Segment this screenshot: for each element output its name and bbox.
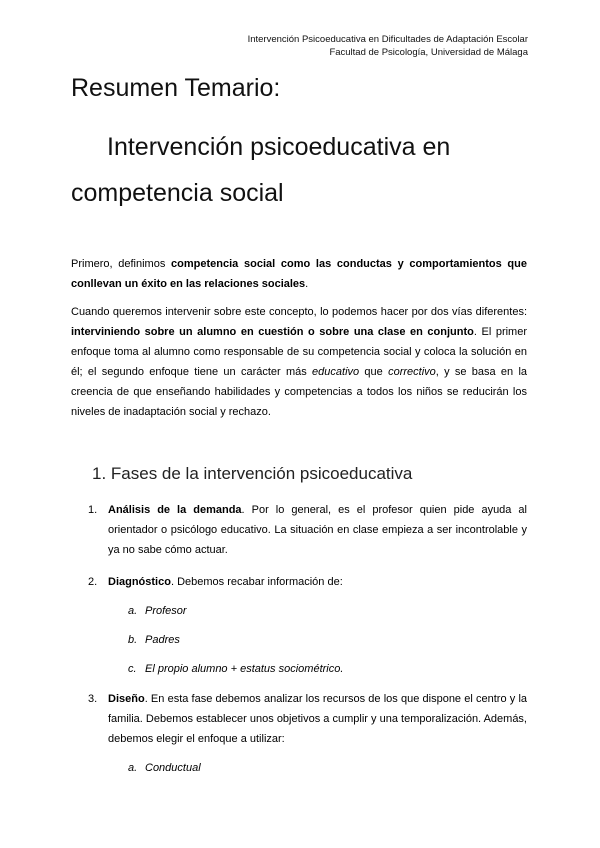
sub-item (108, 659, 527, 679)
sub-item (108, 601, 527, 621)
sub-list (108, 601, 527, 679)
sub-text: Conductual (145, 762, 201, 774)
paragraph-approaches (71, 302, 527, 422)
paragraph-italic: educativo (312, 366, 360, 378)
phase-item (71, 500, 527, 560)
phase-text: . Por lo general, es el profesor quien pide ayuda al orientador o psicólogo educativo. La situación en clase empieza a ser incontrolable y ya no sabe cómo actuar. (108, 504, 527, 556)
phase-item (71, 572, 527, 679)
sub-text: Padres (145, 634, 180, 646)
sub-list (108, 758, 527, 778)
phase-text: . Debemos recabar información de: (170, 576, 343, 588)
sub-text: El propio alumno + estatus sociométrico. (145, 663, 344, 675)
phase-item (71, 689, 527, 778)
paragraph-bold: interviniendo sobre un alumno en cuestión o sobre una clase en conjunto (71, 326, 474, 338)
sub-item (108, 630, 527, 650)
paragraph-text: . (305, 278, 309, 290)
sub-text: Profesor (145, 605, 187, 617)
section-heading: 1. Fases de la intervención psicoeducativa (92, 464, 413, 483)
phase-number: 3. (88, 693, 98, 705)
header-faculty: Facultad de Psicología, Universidad de Málaga (329, 47, 528, 58)
document-subtitle: Intervención psicoeducativa en competencia social (71, 133, 451, 207)
phase-number: 2. (88, 576, 98, 588)
sub-letter: c. (128, 663, 137, 675)
sub-letter: a. (128, 762, 138, 774)
page-header (248, 33, 528, 59)
document-title: Resumen Temario: (71, 74, 281, 102)
phase-title: Diagnóstico (108, 576, 171, 588)
paragraph-text: que (359, 366, 389, 378)
sub-letter: b. (128, 634, 138, 646)
phase-number: 1. (88, 504, 98, 516)
paragraph-text: Primero, definimos (71, 258, 172, 270)
header-course-title: Intervención Psicoeducativa en Dificultades de Adaptación Escolar (247, 34, 528, 45)
paragraph-text: . El primer enfoque toma al alumno como responsable de su competencia social y coloca la solución en él; el segundo enfoque tiene un carácter más (71, 326, 527, 378)
phases-list (71, 500, 527, 778)
paragraph-text: , y se basa en la creencia de que enseñando habilidades y competencias a todos los niños se reducirán los niveles de inadaptación social y rechazo. (71, 366, 528, 418)
phase-text: . En esta fase debemos analizar los recursos de los que dispone el centro y la familia. Debemos establecer unos objetivos a cumplir y una temporalización. Además, debemos elegir el enfoque a utilizar: (108, 693, 527, 745)
paragraph-bold: competencia social como las conductas y comportamientos que conllevan un éxito en las relaciones sociales (71, 258, 527, 290)
paragraph-italic: correctivo (388, 366, 436, 378)
paragraph-text: Cuando queremos intervenir sobre este concepto, lo podemos hacer por dos vías diferentes: (71, 306, 527, 318)
phase-title: Análisis de la demanda (108, 504, 242, 516)
sub-letter: a. (128, 605, 138, 617)
paragraph-definition (71, 254, 527, 294)
phase-title: Diseño (108, 693, 145, 705)
sub-item (108, 758, 527, 778)
